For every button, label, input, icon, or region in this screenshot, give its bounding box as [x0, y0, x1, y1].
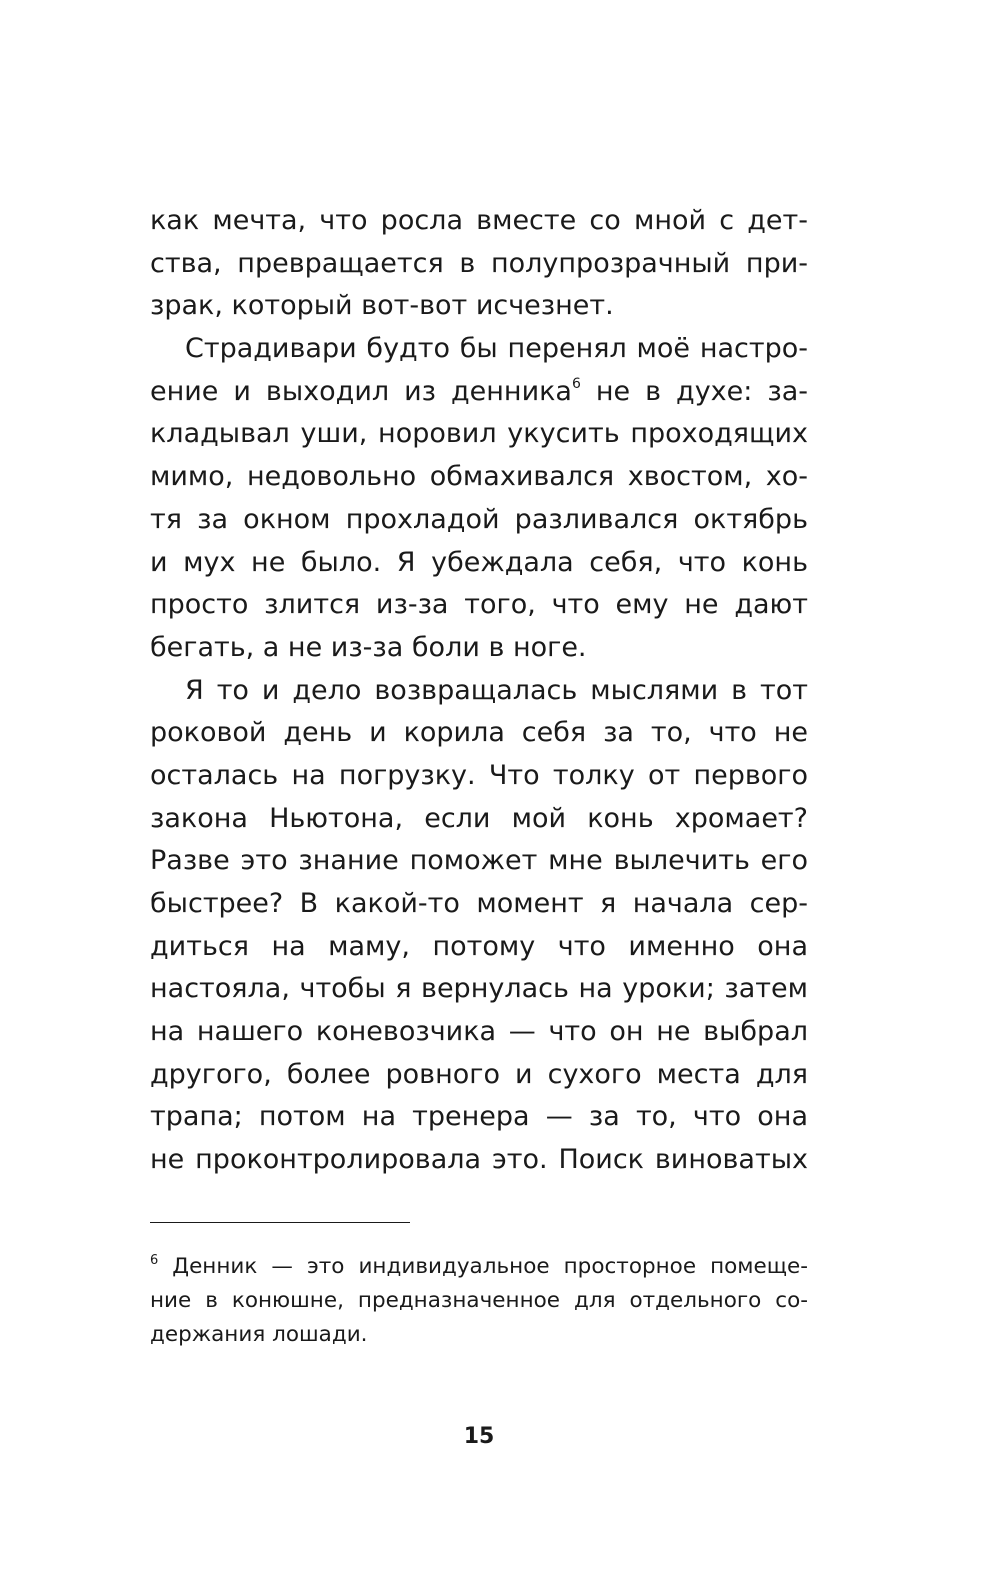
text-line: как мечта, что росла вместе со мной с дет-	[150, 205, 808, 236]
text-line: бегать, а не из-за боли в ноге.	[150, 631, 587, 663]
text-line: Я то и дело возвращалась мыслями в тот	[185, 674, 808, 706]
footnote-divider	[150, 1222, 410, 1223]
text-line: ства, превращается в полупрозрачный при-	[150, 247, 808, 279]
body-text	[150, 200, 808, 1182]
text-line: Разве это знание поможет мне вылечить его	[150, 845, 808, 877]
text-line: роковой день и корила себя за то, что не	[150, 717, 808, 749]
footnote-line: держания лошади.	[150, 1322, 368, 1347]
footnote-text: Денник — это индивидуальное просторное помеще-	[172, 1254, 808, 1279]
footnote-reference[interactable]: 6	[571, 375, 581, 392]
text-fragment: не в духе: за-	[595, 375, 808, 407]
text-line: осталась на погрузку. Что толку от первого	[150, 759, 808, 791]
text-line: просто злится из-за того, что ему не дают	[150, 589, 808, 621]
text-line: настояла, чтобы я вернулась на уроки; затем	[150, 973, 808, 1005]
text-fragment: ение и выходил из денника	[150, 375, 572, 407]
text-line: мимо, недовольно обмахивался хвостом, хо-	[150, 461, 808, 493]
text-line: на нашего коневозчика — что он не выбрал	[150, 1016, 808, 1048]
text-line: тя за окном прохладой разливался октябрь	[150, 503, 808, 535]
text-line: зрак, который вот-вот исчезнет.	[150, 290, 614, 322]
text-line: трапа; потом на тренера — за то, что она	[150, 1101, 808, 1133]
page-number: 15	[463, 1424, 495, 1449]
footnote-line	[150, 1250, 808, 1284]
text-line: быстрее? В какой-то момент я начала сер-	[150, 888, 808, 919]
footnote	[150, 1250, 808, 1352]
footnote-line: ние в конюшне, предназначенное для отдельного со-	[150, 1288, 808, 1313]
text-line: кладывал уши, норовил укусить проходящих	[150, 418, 808, 450]
text-line: закона Ньютона, если мой конь хромает?	[150, 802, 808, 834]
text-line	[150, 371, 808, 414]
text-line: и мух не было. Я убеждала себя, что конь	[150, 546, 808, 578]
text-line: диться на маму, потому что именно она	[150, 930, 808, 962]
text-line: не проконтролировала это. Поиск виноватых	[150, 1144, 808, 1176]
text-line: Страдивари будто бы перенял моё настро-	[185, 333, 808, 365]
text-line: другого, более ровного и сухого места для	[150, 1058, 808, 1090]
footnote-mark: 6	[150, 1253, 159, 1268]
